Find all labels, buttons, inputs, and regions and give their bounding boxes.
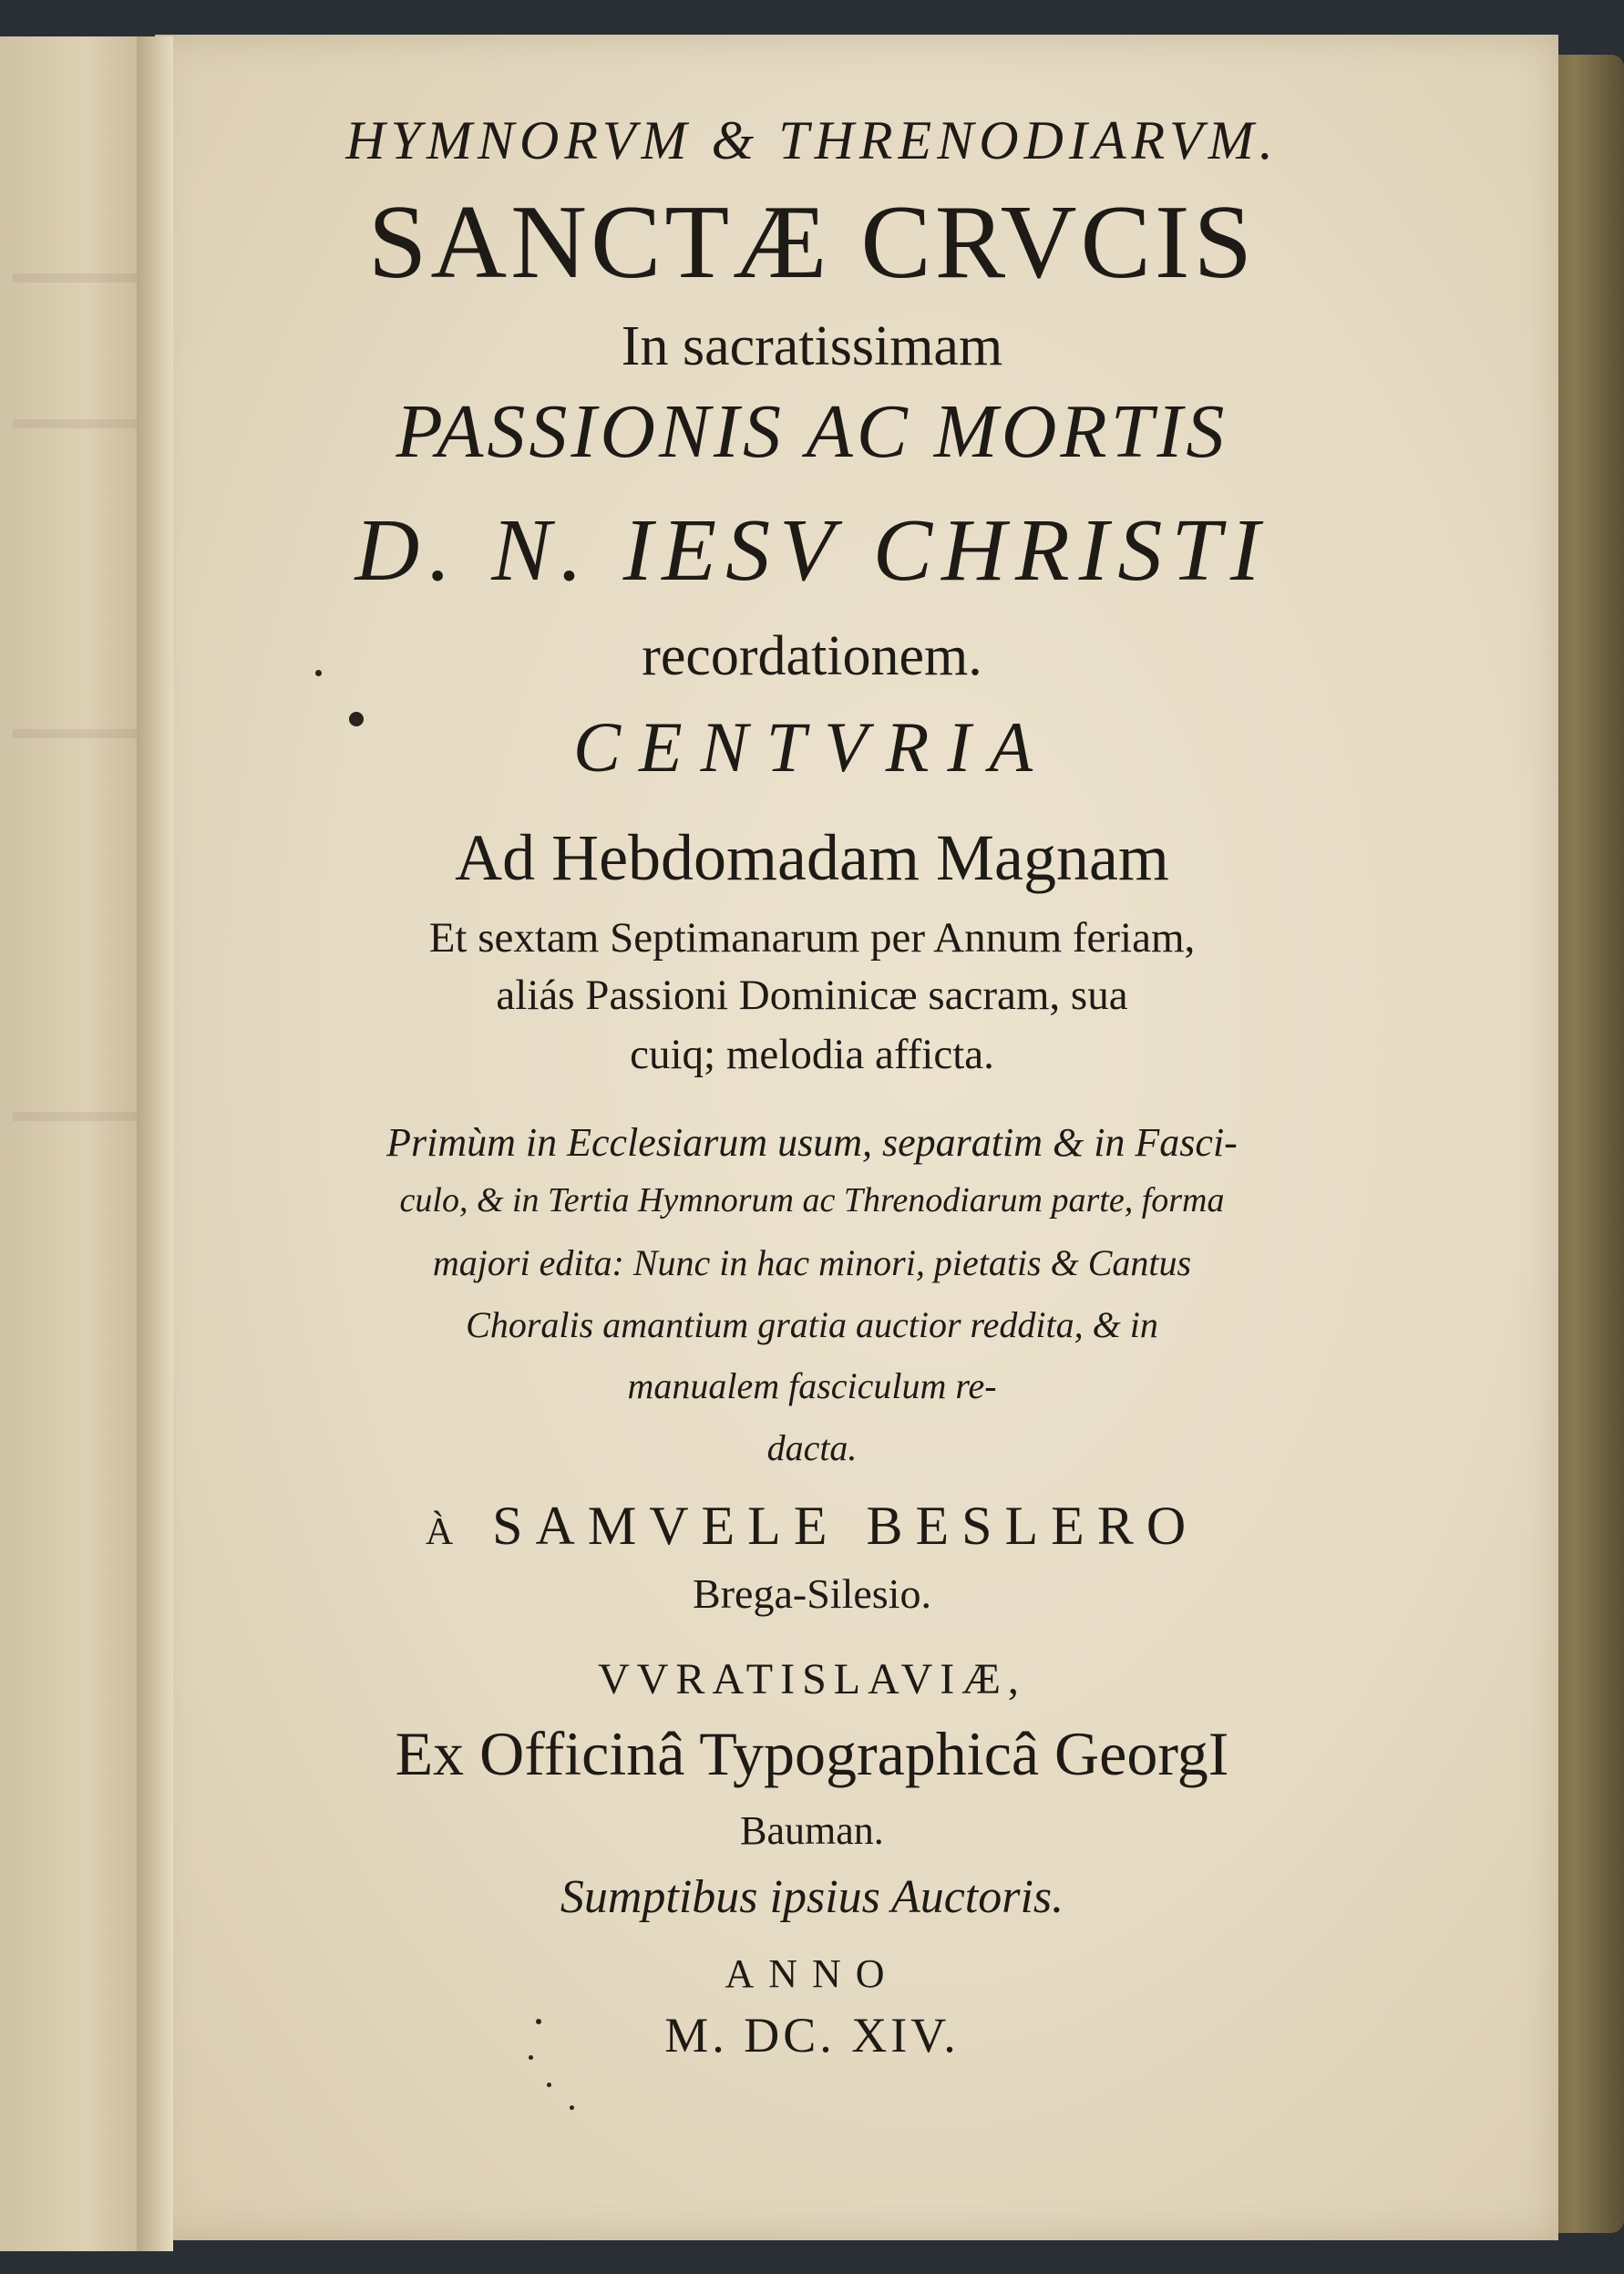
description-line: culo, & in Tertia Hymnorum ac Threnodiarum parte, forma [399,1181,1225,1219]
title-line-recordationem: recordationem. [642,625,982,687]
imprint-expense: Sumptibus ipsius Auctoris. [560,1871,1064,1923]
title-line-sextam: Et sextam Septimanarum per Annum feriam, [428,914,1196,962]
title-line-passionis: PASSIONIS AC MORTIS [396,389,1228,474]
title-line-sanctae-crucis: SANCTÆ CRVCIS [367,184,1257,301]
title-line-cuiq: cuiq; melodia affictа. [630,1031,994,1078]
ink-spot [570,2105,574,2110]
title-line-in-sacratissimam: In sacratissimam [621,315,1003,377]
author-origin: Brega-Silesio. [693,1570,931,1617]
ink-spot [547,2083,551,2087]
title-line-centuria: CENTVRIA [573,707,1051,787]
title-line-iesu-christi: D. N. IESV CHRISTI [355,501,1269,600]
description-line: majori edita: Nunc in hac minori, pietatis & Cantus [432,1242,1192,1283]
title-line-alias: aliás Passioni Dominicæ sacram, sua [496,972,1128,1019]
description-line: Primùm in Ecclesiarum usum, separatim & in Fasci- [386,1120,1238,1165]
imprint-year: M. DC. XIV. [664,2008,960,2063]
imprint-printer: Ex Officinâ Typographicâ GeorgI [395,1719,1229,1788]
imprint-printer-name: Bauman. [740,1808,884,1853]
title-line-hebdomadam: Ad Hebdomadam Magnam [455,821,1169,894]
description-line: dacta. [766,1427,858,1468]
description-line: manualem fasciculum re- [627,1365,997,1406]
imprint-city: VVRATISLAVIÆ, [598,1655,1026,1703]
title-line-hymnorum: HYMNORVM & THRENODIARVM. [345,110,1279,170]
imprint-anno: ANNO [725,1951,899,1996]
author-line: à SAMVELE BESLERO [425,1496,1199,1556]
description-line: Choralis amantium gratia auctior reddita, & in [466,1304,1158,1345]
